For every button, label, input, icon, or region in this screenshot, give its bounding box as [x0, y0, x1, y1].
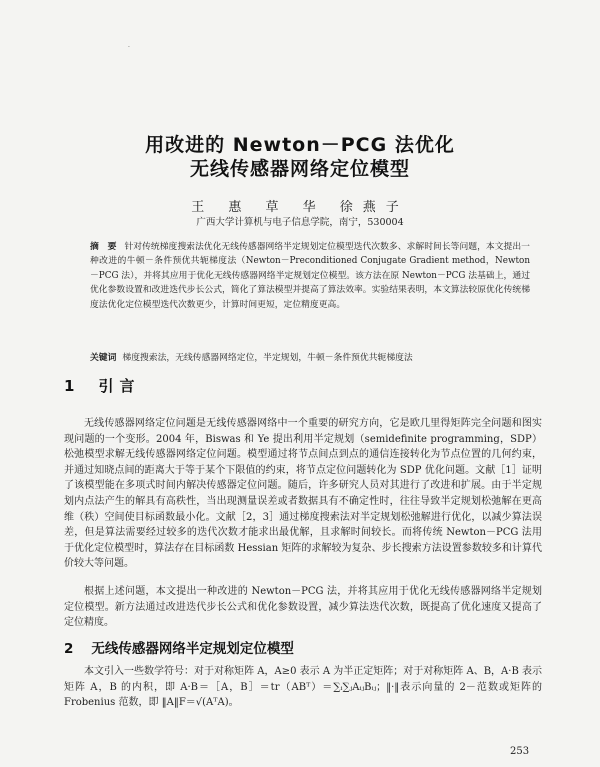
section-number: 2 [64, 641, 74, 657]
body-paragraph: 本文引入一些数学符号：对于对称矩阵 A，A≥0 表示 A 为半正定矩阵；对于对称矩阵 A、B，A·B 表示矩阵 A，B 的内积，即 A·B＝［A，B］＝tr（ABᵀ）＝∑ᵢ∑ⱼAᵢⱼBᵢⱼ；‖·‖表示向量的 2－范数或矩阵的 Frobenius 范数，即 ‖A‖F＝√(AᵀA)。 [64, 666, 542, 709]
section-title: 无线传感器网络半定规划定位模型 [91, 641, 294, 657]
page-number: 253 [510, 746, 530, 757]
abstract-label: 摘 要 [90, 242, 117, 252]
abstract-text: 针对传统梯度搜索法优化无线传感器网络半定规划定位模型迭代次数多、求解时间长等问题，本文提出一种改进的牛顿－条件预优共轭梯度法（Newton－Preconditioned Conjugate Gradient method，Newton－PCG 法），并将其应用于优化无线传感器网络半定规划定位模型。该方法在原 Newton－PCG 法基础上，通过优化参数设置和改进迭代步长公式，简化了算法模型并提高了算法效率。实验结果表明，本文算法较原优化传统梯度法优化定位模型迭代次数更少，计算时间更短，定位精度更高。 [90, 242, 530, 310]
section-heading-1 [64, 375, 140, 396]
author-list: 王 惠 草 华 徐燕子 [191, 200, 409, 215]
affiliation: 广西大学计算机与电子信息学院，南宁，530004 [196, 217, 404, 228]
keywords-label: 关键词 [90, 353, 117, 363]
section-heading-2 [64, 637, 294, 657]
section-number: 1 [64, 377, 81, 395]
keywords-text: 梯度搜索法，无线传感器网络定位，半定规划，牛顿－条件预优共轭梯度法 [122, 353, 413, 363]
paper-title-line1: 用改进的 Newton－PCG 法优化 [145, 134, 455, 156]
section-title: 引言 [98, 377, 141, 395]
body-paragraph: 根据上述问题，本文提出一种改进的 Newton－PCG 法，并将其应用于优化无线传感器网络半定规划定位模型。新方法通过改进迭代步长公式和优化参数设置，减少算法迭代次数，既提高了优化速度又提高了定位精度。 [64, 586, 542, 629]
scan-mark: · [128, 44, 130, 51]
paper-title-line2: 无线传感器网络定位模型 [189, 158, 410, 180]
abstract [90, 240, 530, 312]
keywords [90, 351, 530, 365]
body-paragraph: 无线传感器网络定位问题是无线传感器网络中一个重要的研究方向，它是欧几里得矩阵完全问题和图实现问题的一个变形。2004 年，Biswas 和 Ye 提出利用半定规划（semidefinite programming，SDP）松弛模型求解无线传感器网络定位问题。模型通过将节点间点到点的通信连接转化为节点位置的几何约束，并通过知晓点间的距离大于等于某个下限值的约束，将节点定位问题转化为 SDP 优化问题。文献［1］证明了该模型能在多项式时间内解决传感器定位问题。随后，许多研究人员对其进行了改进和扩展。由于半定规划内点法产生的解具有高秩性，当出现测量误差或者数据具有不确定性时，往往导致半定规划松弛解在更高维（秩）空间使目标函数最小化。文献［2，3］通过梯度搜索法对半定规划松弛解进行优化，以减少算法误差，但是算法需要经过较多的迭代次数才能求出最优解，且求解时间较长。而将传统 Newton－PCG 法用于优化定位模型时，算法存在目标函数 Hessian 矩阵的求解较为复杂、步长搜索方法设置参数较多和计算代价较大等问题。 [64, 418, 542, 570]
